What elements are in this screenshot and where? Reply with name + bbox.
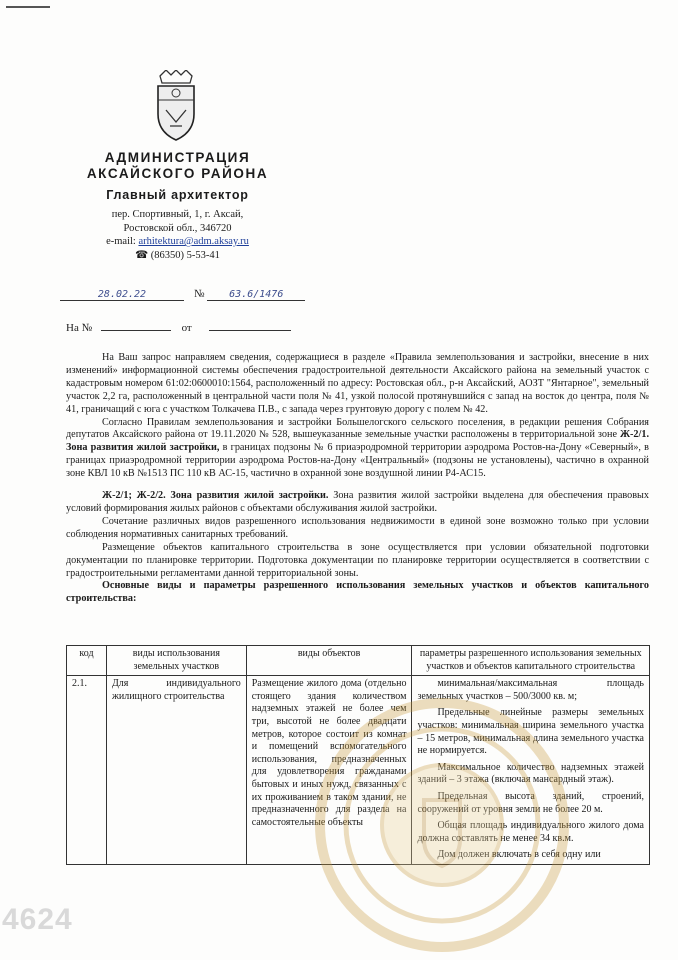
coat-of-arms-icon bbox=[152, 70, 200, 142]
table-header-row bbox=[67, 646, 650, 676]
org-name-line1: АДМИНИСТРАЦИЯ bbox=[104, 150, 251, 165]
header-parameters: параметры разрешенного использования земельных участков и объектов капитального строительства bbox=[412, 646, 650, 676]
header-objects: виды объектов bbox=[246, 646, 412, 676]
zoning-parameters-table bbox=[66, 645, 650, 865]
param-floor-area: Общая площадь индивидуального жилого дома должна составлять не менее 34 кв.м. bbox=[417, 820, 644, 844]
param-dimensions: Предельные линейные размеры земельных участков: минимальная ширина земельного участка – 15 метров, минимальная длина земельного участка не нормируется. bbox=[417, 707, 644, 757]
page-corner-mark bbox=[6, 6, 50, 8]
phone-line: ☎ (86350) 5-53-41 bbox=[135, 249, 220, 261]
header-code: код bbox=[67, 646, 107, 676]
paragraph-zone-description: Ж-2/1; Ж-2/2. Зона развития жилой застройки. Зона развития жилой застройки выделена для обеспечения правовых условий формирования жилых районов с объектами обслуживания жилой застройки. bbox=[66, 490, 649, 514]
paragraph-request: На Ваш запрос направляем сведения, содержащиеся в разделе «Правила землепользования и застройки, внесение в них изменений» информационной системы обеспечения градостроительной деятельности Аксайского района на земельный участок с кадастровым номером 61:02:0600010:1564, расположенный по адресу: Ростовская обл., р-н Аксайский, АОЗТ "Янтарное", земельный участок 2,2 га, расположенный в центральной части поля № 41, узкой полосой протянувшийся с запад на восток до центра, поля № 41, граничащий с юга с участком Толкачева П.В., с запада через грунтовую дорогу с полем № 42. bbox=[66, 352, 649, 415]
table-row bbox=[67, 676, 650, 865]
registration-number: 63.6/1476 bbox=[229, 289, 284, 300]
address-line2: Ростовской обл., 346720 bbox=[123, 222, 232, 234]
registration-date: 28.02.22 bbox=[97, 289, 147, 300]
param-floors: Максимальное количество надземных этажей зданий – 3 этажа (включая мансардный этаж). bbox=[417, 761, 644, 786]
header-land-use: виды использования земельных участков bbox=[106, 646, 246, 676]
cell-code: 2.1. bbox=[67, 676, 107, 865]
email-line bbox=[0, 235, 355, 249]
email-link[interactable]: arhitektura@adm.aksay.ru bbox=[138, 236, 249, 247]
paragraph-placement: Размещение объектов капитального строительства в зоне осуществляется при условии обязательной подготовки документации по планировке территории. Подготовка документации по планировке территории осуществляется в соответствии с градостроительными регламентами данной территориальной зоны. bbox=[66, 541, 649, 579]
zone-heading: Ж-2/1; Ж-2/2. Зона развития жилой застройки. bbox=[102, 490, 329, 502]
address-line1: пер. Спортивный, 1, г. Аксай, bbox=[111, 209, 244, 220]
paragraph-zoning: Согласно Правилам землепользования и застройки Большелогского сельского поселения, в редакции решения Собрания депутатов Аксайского района от 19.11.2020 № 528, вышеуказанные земельные участки расположены в территориальной зоне Ж-2/1. Зона развития жилой застройки, в границах подзоны № 6 приаэродромной территории аэродрома Ростов-на-Дону «Северный», в границах приаэродромной территории аэродрома Ростов-на-Дону «Центральный» (подзоны не установлены), частично в охранной зоне КВЛ 10 кВ №1513 ПС 110 кВ АС-15, частично в охранной зоне воздушной линии Р4-АС15. bbox=[66, 416, 649, 480]
param-house-composition: Дом должен включать в себя одну или bbox=[437, 849, 601, 861]
number-sign: № bbox=[194, 288, 205, 300]
cell-objects: Размещение жилого дома (отдельно стоящего здания количеством надземных этажей не более чем три, высотой не более двадцати метров, которое состоит из комнат и помещений вспомогательного использования, предназначенных для удовлетворения гражданами бытовых и иных нужд, связанных с их проживанием в таком здании, не предназначенного для раздела на самостоятельные объекты bbox=[246, 676, 412, 865]
reference-line bbox=[66, 322, 291, 334]
letter-body bbox=[66, 352, 649, 606]
reference-from: от bbox=[181, 322, 192, 334]
address bbox=[0, 208, 355, 262]
registration-date-field bbox=[60, 288, 184, 301]
param-height: Предельная высота зданий, строений, сооружений от уровня земли не более 20 м. bbox=[417, 790, 644, 815]
paragraph-combination: Сочетание различных видов разрешенного использования недвижимости в единой зоне возможно только при условии соблюдения нормативных санитарных требований. bbox=[66, 515, 649, 540]
org-name-line2: АКСАЙСКОГО РАЙОНА bbox=[86, 166, 269, 181]
paragraph-table-intro: Основные виды и параметры разрешенного использования земельных участков и объектов капитального строительства: bbox=[66, 580, 649, 605]
letterhead bbox=[0, 150, 355, 262]
reference-prefix: На № bbox=[66, 322, 93, 334]
page-stamp-number: 4624 bbox=[2, 903, 73, 936]
email-prefix: e-mail: bbox=[106, 236, 139, 247]
zone-name: Ж-2/1. Зона развития жилой застройки, bbox=[66, 429, 649, 454]
position-title: Главный архитектор bbox=[106, 188, 249, 202]
param-area: минимальная/максимальная площадь земельных участков – 500/3000 кв. м; bbox=[417, 678, 644, 702]
cell-parameters bbox=[412, 676, 650, 865]
registration-number-field bbox=[194, 288, 305, 301]
cell-land-use: Для индивидуального жилищного строительства bbox=[106, 676, 246, 865]
